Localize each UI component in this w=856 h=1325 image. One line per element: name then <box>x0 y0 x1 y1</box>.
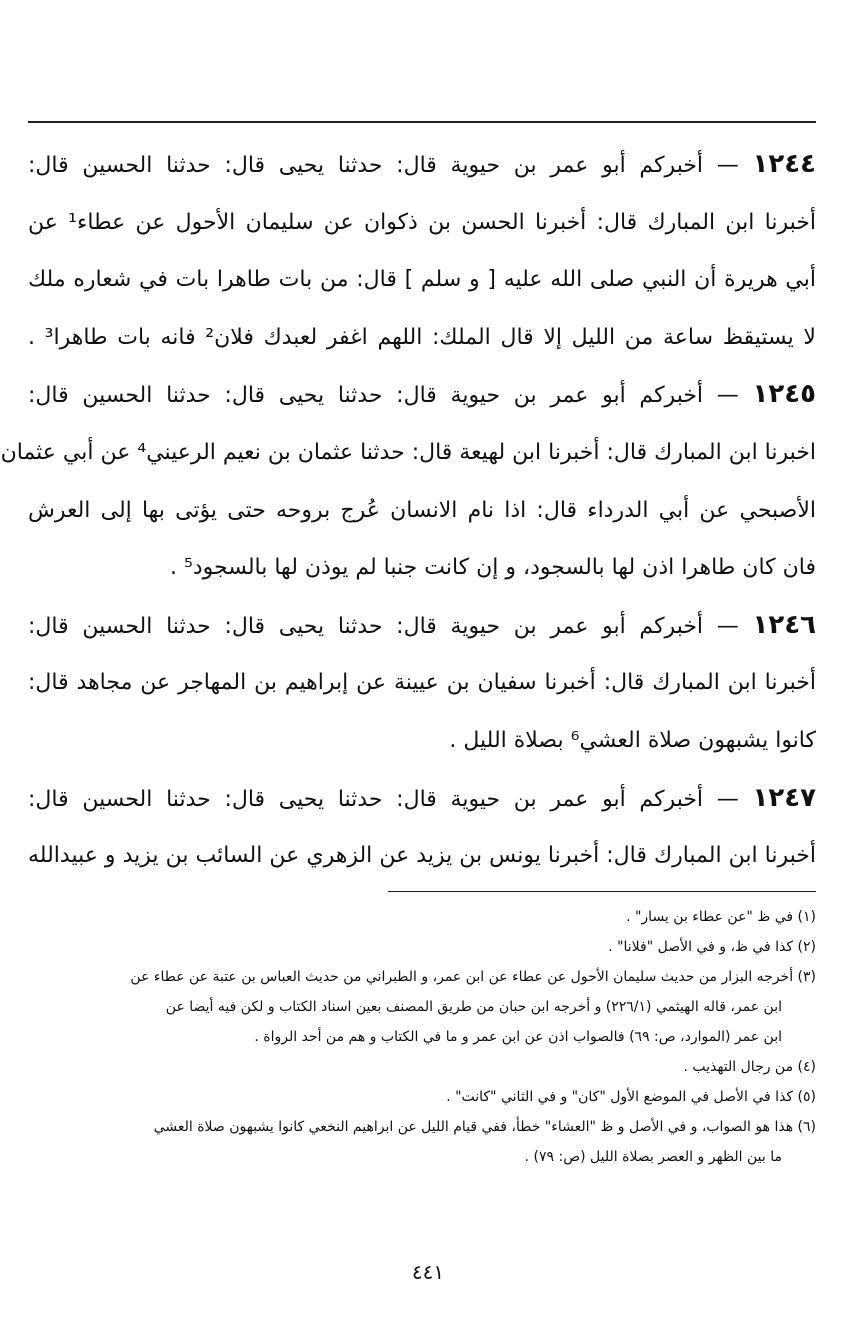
text-line <box>28 597 816 655</box>
line-text: أخبرنا ابن المبارك قال: أخبرنا سفيان بن عيينة عن إبراهيم بن المهاجر عن مجاهد قال: <box>28 670 816 696</box>
footnotes <box>28 902 816 1172</box>
footnote-continuation: ابن عمر (الموارد، ص: ٦٩) فالصواب اذن عن ابن عمر و ما في الكتاب و هم من أحد الرواة . <box>254 1029 782 1045</box>
line-text: أبي هريرة أن النبي صلى الله عليه [ و سلم ] قال: من بات طاهرا بات في شعاره ملك <box>28 267 816 293</box>
text-line <box>28 827 816 885</box>
text-line <box>28 654 816 712</box>
line-text: كانوا يشبهون صلاة العشي⁶ بصلاة الليل . <box>449 727 816 753</box>
line-text: أخبرنا ابن المبارك قال: أخبرنا الحسن بن ذكوان عن سليمان الأحول عن عطاء¹ عن <box>28 209 816 235</box>
footnote: (٥) كذا في الأصل في الموضع الأول "كان" و في الثاني "كانت" . <box>446 1089 816 1105</box>
text-line <box>28 251 816 309</box>
footnote: (٦) هذا هو الصواب، و في الأصل و ظ "العشاء" خطأ، ففي قيام الليل عن ابراهيم النخعي كانوا يشبهون صلاة العشي <box>153 1119 816 1135</box>
footnote-separator <box>388 891 816 892</box>
line-text: — أخبركم أبو عمر بن حيوية قال: حدثنا يحيى قال: حدثنا الحسين قال: <box>28 613 753 639</box>
line-text: — أخبركم أبو عمر بن حيوية قال: حدثنا يحيى قال: حدثنا الحسين قال: <box>28 786 753 812</box>
hadith-number: ١٢٤٥ <box>752 379 816 410</box>
text-line <box>28 539 816 597</box>
footnote: (٣) أخرجه البزار من حديث سليمان الأحول عن عطاء عن ابن عمر، و الطبراني من حديث العباس بن عتبة عن عطاء عن <box>130 969 816 985</box>
line-text: — أخبركم أبو عمر بن حيوية قال: حدثنا يحيى قال: حدثنا الحسين قال: <box>28 383 753 409</box>
footnote-continuation: ما بين الظهر و العصر بصلاة الليل (ص: ٧٩) . <box>524 1149 782 1165</box>
footnote: (٢) كذا في ظ، و في الأصل "فلانا" . <box>608 939 816 955</box>
text-line <box>28 136 816 194</box>
text-line <box>0 424 816 482</box>
text-line <box>28 482 816 540</box>
hadith-number: ١٢٤٦ <box>752 609 816 640</box>
footnote: (١) في ظ "عن عطاء بن يسار" . <box>626 909 816 925</box>
hadith-number: ١٢٤٤ <box>752 149 816 179</box>
top-rule <box>28 121 816 123</box>
footnote: (٤) من رجال التهذيب . <box>683 1059 816 1075</box>
line-text: اخبرنا ابن المبارك قال: أخبرنا ابن لهيعة قال: حدثنا عثمان بن نعيم الرعيني⁴ عن أبي عثمان <box>0 439 816 465</box>
footnote-continuation: ابن عمر، قاله الهيثمي (٢٢٦/١) و أخرجه ابن حبان من طريق المصنف بعين اسناد الكتاب و لكن فيه أيضا عن <box>165 999 782 1015</box>
text-line <box>28 712 816 770</box>
line-text: لا يستيقظ ساعة من الليل إلا قال الملك: اللهم اغفر لعبدك فلان² فانه بات طاهرا³ . <box>28 324 816 350</box>
text-line <box>28 309 816 367</box>
line-text: الأصبحي عن أبي الدرداء قال: اذا نام الانسان عُرج بروحه حتى يؤتى بها إلى العرش <box>28 497 816 523</box>
text-line <box>28 770 816 828</box>
line-text: أخبرنا ابن المبارك قال: أخبرنا يونس بن يزيد عن الزهري عن السائب بن يزيد و عبيدالله <box>28 843 816 869</box>
text-line <box>28 194 816 252</box>
page-number: ٤٤١ <box>411 1260 445 1284</box>
main-text <box>0 136 816 885</box>
hadith-number: ١٢٤٧ <box>752 782 816 813</box>
line-text: فان كان طاهرا اذن لها بالسجود، و إن كانت جنبا لم يوذن لها بالسجود⁵ . <box>170 555 816 581</box>
line-text: — أخبركم أبو عمر بن حيوية قال: حدثنا يحيى قال: حدثنا الحسين قال: <box>28 153 753 178</box>
text-line <box>28 366 816 424</box>
